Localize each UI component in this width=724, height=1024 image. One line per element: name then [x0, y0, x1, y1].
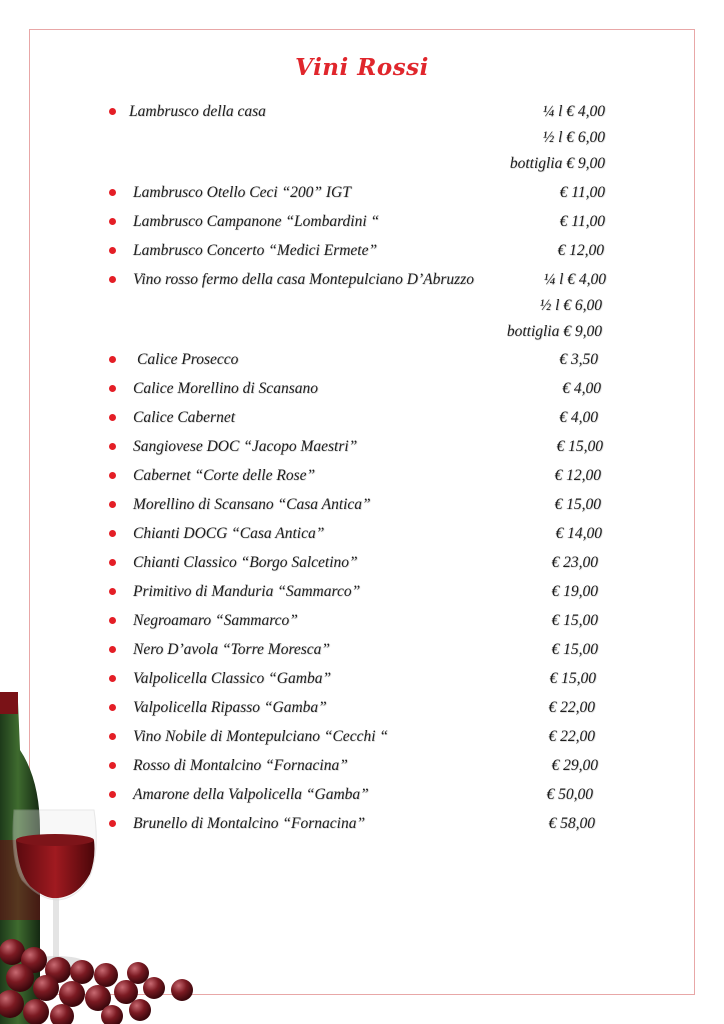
menu-item-row: [0, 102, 724, 122]
wine-name: Lambrusco della casa: [129, 103, 266, 120]
wine-price: ½ l € 6,00: [542, 129, 605, 146]
bullet-icon: [109, 189, 116, 196]
wine-price: € 15,00: [556, 438, 603, 455]
wine-price: € 12,00: [554, 467, 601, 484]
wine-name: Valpolicella Classico “Gamba”: [133, 670, 332, 687]
wine-price: € 3,50: [559, 351, 598, 368]
bullet-icon: [109, 820, 116, 827]
wine-price: € 22,00: [548, 699, 595, 716]
menu-item-row: [0, 756, 724, 776]
bullet-icon: [109, 675, 116, 682]
wine-price: € 15,00: [554, 496, 601, 513]
wine-price: € 15,00: [551, 641, 598, 658]
wine-price: ½ l € 6,00: [539, 297, 602, 314]
bullet-icon: [109, 472, 116, 479]
wine-price: € 15,00: [551, 612, 598, 629]
wine-name: Nero D’avola “Torre Moresca”: [133, 641, 331, 658]
wine-price: € 4,00: [559, 409, 598, 426]
menu-item-row: [0, 727, 724, 747]
wine-price: € 22,00: [548, 728, 595, 745]
wine-name: Primitivo di Manduria “Sammarco”: [133, 583, 361, 600]
wine-price: € 14,00: [555, 525, 602, 542]
menu-item-row: [0, 611, 724, 631]
wine-name: Lambrusco Concerto “Medici Ermete”: [133, 242, 378, 259]
menu-item-row: [0, 379, 724, 399]
wine-name: Vino Nobile di Montepulciano “Cecchi “: [133, 728, 389, 745]
wine-name: Negroamaro “Sammarco”: [133, 612, 298, 629]
menu-item-row: [0, 698, 724, 718]
menu-item-row: [0, 814, 724, 834]
wine-name: Valpolicella Ripasso “Gamba”: [133, 699, 327, 716]
bullet-icon: [109, 791, 116, 798]
wine-name: Calice Cabernet: [133, 409, 236, 426]
menu-item-row: [0, 270, 724, 290]
wine-name: Vino rosso fermo della casa Montepulciano D’Abruzzo: [133, 271, 474, 288]
wine-name: Chianti Classico “Borgo Salcetino”: [133, 554, 358, 571]
wine-price: ¼ l € 4,00: [543, 271, 606, 288]
bullet-icon: [109, 247, 116, 254]
bullet-icon: [109, 559, 116, 566]
wine-name: Calice Prosecco: [137, 351, 239, 368]
menu-item-row: [0, 154, 724, 174]
bullet-icon: [109, 588, 116, 595]
menu-item-row: [0, 466, 724, 486]
wine-price: € 11,00: [559, 184, 605, 201]
bullet-icon: [109, 762, 116, 769]
bullet-icon: [109, 218, 116, 225]
bullet-icon: [109, 356, 116, 363]
menu-item-row: [0, 553, 724, 573]
wine-name: Brunello di Montalcino “Fornacina”: [133, 815, 366, 832]
bullet-icon: [109, 530, 116, 537]
wine-price: € 4,00: [562, 380, 601, 397]
wine-price: € 19,00: [551, 583, 598, 600]
menu-item-row: [0, 495, 724, 515]
wine-name: Calice Morellino di Scansano: [133, 380, 318, 397]
wine-price: € 15,00: [549, 670, 596, 687]
menu-item-row: [0, 524, 724, 544]
page-title: Vini Rossi: [295, 54, 429, 81]
menu-item-row: [0, 212, 724, 232]
wine-price: bottiglia € 9,00: [509, 155, 605, 172]
wine-name: Morellino di Scansano “Casa Antica”: [133, 496, 371, 513]
bullet-icon: [109, 646, 116, 653]
menu-item-row: [0, 241, 724, 261]
bullet-icon: [109, 501, 116, 508]
bullet-icon: [109, 414, 116, 421]
bullet-icon: [109, 443, 116, 450]
wine-price: € 11,00: [559, 213, 605, 230]
wine-name: Amarone della Valpolicella “Gamba”: [133, 786, 369, 803]
menu-item-row: [0, 322, 724, 342]
wine-name: Sangiovese DOC “Jacopo Maestri”: [133, 438, 358, 455]
menu-item-row: [0, 640, 724, 660]
menu-item-row: [0, 582, 724, 602]
menu-item-row: [0, 296, 724, 316]
wine-name: Cabernet “Corte delle Rose”: [133, 467, 316, 484]
bullet-icon: [109, 108, 116, 115]
wine-name: Lambrusco Otello Ceci “200” IGT: [133, 184, 351, 201]
bullet-icon: [109, 704, 116, 711]
wine-price: € 29,00: [551, 757, 598, 774]
wine-name: Rosso di Montalcino “Fornacina”: [133, 757, 348, 774]
menu-item-row: [0, 128, 724, 148]
wine-price: € 23,00: [551, 554, 598, 571]
menu-item-row: [0, 437, 724, 457]
menu-item-row: [0, 183, 724, 203]
wine-price: bottiglia € 9,00: [506, 323, 602, 340]
menu-item-row: [0, 408, 724, 428]
menu-item-row: [0, 350, 724, 370]
wine-price: ¼ l € 4,00: [542, 103, 605, 120]
bullet-icon: [109, 385, 116, 392]
bullet-icon: [109, 617, 116, 624]
menu-item-row: [0, 785, 724, 805]
wine-price: € 58,00: [548, 815, 595, 832]
bullet-icon: [109, 276, 116, 283]
bullet-icon: [109, 733, 116, 740]
wine-price: € 12,00: [557, 242, 604, 259]
wine-name: Chianti DOCG “Casa Antica”: [133, 525, 325, 542]
wine-name: Lambrusco Campanone “Lombardini “: [133, 213, 380, 230]
menu-item-row: [0, 669, 724, 689]
wine-price: € 50,00: [546, 786, 593, 803]
